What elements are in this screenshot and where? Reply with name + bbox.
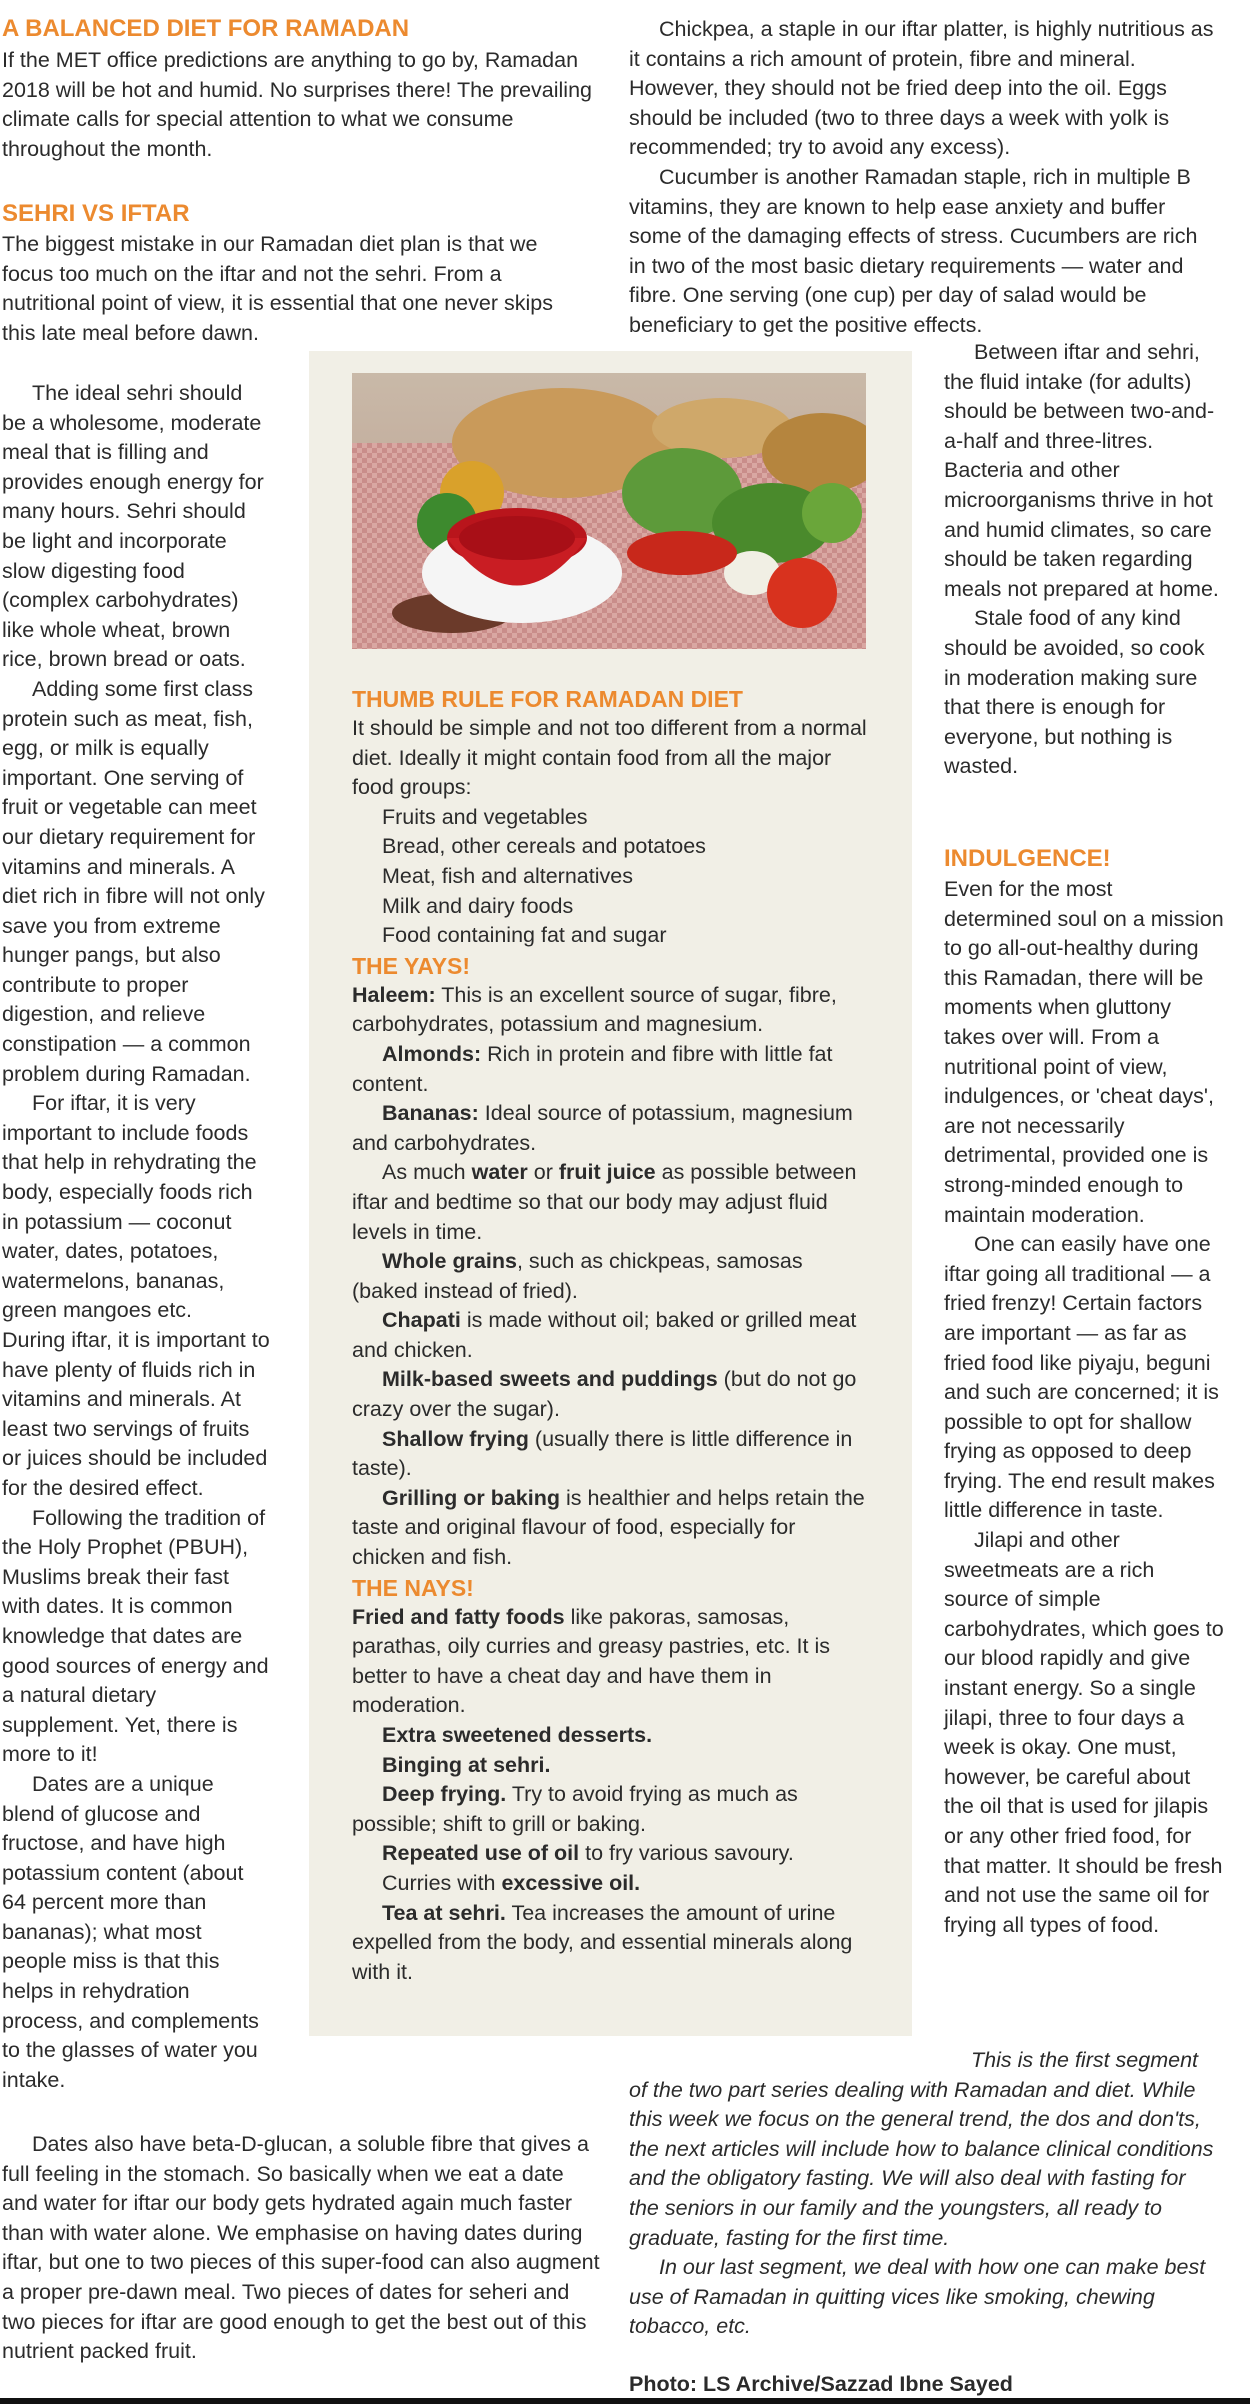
yay-item: Shallow frying (usually there is little difference in taste). [352,1426,853,1481]
yay-item: Almonds: Rich in protein and fibre with little fat content. [352,1041,833,1096]
nay-item: Binging at sehri. [382,1752,551,1777]
thumb-rule-text: It should be simple and not too different from a normal diet. Ideally it might contain food from all the major food groups: [352,716,867,800]
left-column [2,379,272,2095]
yays-heading: THE YAYS! [352,952,471,979]
yay-item: Grilling or baking is healthier and helps retain the taste and original flavour of food, especially for chicken and fish. [352,1485,865,1570]
indulgence-column [944,875,1224,1940]
thumb-rule-heading: THUMB RULE FOR RAMADAN DIET [352,686,743,712]
nay-item: Extra sweetened desserts. [382,1723,653,1747]
paragraph: For iftar, it is very important to include foods that help in rehydrating the body, especially foods rich in potassium — coconut water, dates, potatoes, watermelons, bananas, green mangoes etc. [2,1091,257,1323]
paragraph: The ideal sehri should be a wholesome, moderate meal that is filling and provides enough energy for many hours. Sehri should be light and incorporate slow digesting food (complex carbohydrates) like whole wheat, brown rice, brown bread or oats. [2,381,264,672]
sidebar-content [352,684,872,1987]
section-heading-indulgence: INDULGENCE! [944,845,1111,872]
intro-paragraph: If the MET office predictions are anything to go by, Ramadan 2018 will be hot and humid. No surprises there! The prevailing climate calls for special attention to what we consume throughout the month. [2,48,592,161]
list-item: Milk and dairy foods [382,893,574,918]
paragraph: In our last segment, we deal with how one can make best use of Ramadan in quitting vices like smoking, chewing tobacco, etc. [629,2255,1206,2339]
nays-heading: THE NAYS! [352,1574,474,1601]
page-bottom-rule [0,2398,1250,2404]
paragraph: Cucumber is another Ramadan staple, rich in multiple B vitamins, they are known to help ease anxiety and buffer some of the damaging effects of stress. Cucumbers are rich in two of the most basic dietary requirements — water and fibre. One serving (one cup) per day of salad would be beneficiary to get the positive effects. [629,164,1198,337]
series-note [629,2046,1219,2342]
nay-item: Curries with excessive oil. [382,1870,641,1895]
list-item: Meat, fish and alternatives [382,863,633,888]
nay-item: Tea at sehri. Tea increases the amount of urine expelled from the body, and essential minerals along with it. [352,1900,853,1984]
food-photo [352,373,866,649]
nay-item: Fried and fatty foods like pakoras, samosas, parathas, oily curries and greasy pastries, etc. It is better to have a cheat day and have them in moderation. [352,1604,830,1718]
article-title: A BALANCED DIET FOR RAMADAN [2,15,410,42]
yay-item: Whole grains, such as chickpeas, samosas (baked instead of fried). [352,1249,803,1303]
list-item: Fruits and vegetables [382,804,588,829]
photo-credit: Photo: LS Archive/Sazzad Ibne Sayed [629,2372,1013,2396]
paragraph: Stale food of any kind should be avoided, so cook in moderation making sure that there is enough for everyone, but nothing is wasted. [944,606,1205,779]
yay-item: Chapati is made without oil; baked or grilled meat and chicken. [352,1308,857,1362]
paragraph: Chickpea, a staple in our iftar platter, is highly nutritious as it contains a rich amount of protein, fibre and mineral. However, they should not be fried deep into the oil. Eggs should be included (two to three days a week with yolk is recommended; try to avoid any excess). [629,17,1214,160]
right-column [944,338,1220,782]
nay-item: Deep frying. Try to avoid frying as much as possible; shift to grill or baking. [352,1782,798,1836]
paragraph: Even for the most determined soul on a mission to go all-out-healthy during this Ramadan, there will be moments when gluttony takes over will. From a nutritional point of view, indulgences, or 'cheat days', are not necessarily detrimental, provided one is strong-minded enough to maintain moderation. [944,877,1224,1227]
top-right-column [629,15,1219,341]
paragraph: During iftar, it is important to have plenty of fluids rich in vitamins and minerals. At least two servings of fruits or juices should be included for the desired effect. [2,1328,270,1500]
dates-fibre-paragraph: Dates also have beta-D-glucan, a soluble fibre that gives a full feeling in the stomach. So basically when we eat a date and water for iftar our body gets hydrated again much faster than with water alone. We emphasise on having dates during iftar, but one to two pieces of this super-food can also augment a proper pre-dawn meal. Two pieces of dates for seheri and two pieces for iftar are good enough to get the best out of this nutrient packed fruit. [2,2132,600,2364]
yay-item: Bananas: Ideal source of potassium, magnesium and carbohydrates. [352,1101,853,1155]
yay-item: Milk-based sweets and puddings (but do not go crazy over the sugar). [352,1367,857,1422]
section-heading-sehri-vs-iftar: SEHRI VS IFTAR [2,200,190,227]
paragraph: Dates are a unique blend of glucose and fructose, and have high potassium content (about 64 percent more than bananas); what most people miss is that this helps in rehydration process, and complements to the glasses of water you intake. [2,1771,259,2092]
yay-item: As much water or fruit juice as possible between iftar and bedtime so that our body may adjust fluid levels in time. [352,1160,857,1244]
paragraph: Following the tradition of the Holy Prophet (PBUH), Muslims break their fast with dates. It is common knowledge that dates are good sources of energy and a natural dietary supplement. Yet, there is more to it! [2,1505,269,1767]
paragraph: This is the first segment of the two part series dealing with Ramadan and diet. While this week we focus on the general trend, the dos and don'ts, the next articles will include how to balance clinical conditions and the obligatory fasting. We will also deal with fasting for the seniors in our family and the youngsters, all ready to graduate, fasting for the first time. [629,2048,1214,2250]
yay-item: Haleem: This is an excellent source of sugar, fibre, carbohydrates, potassium and magnesium. [352,982,837,1037]
paragraph: Adding some first class protein such as meat, fish, egg, or milk is equally important. One serving of fruit or vegetable can meet our dietary requirement for vitamins and minerals. A diet rich in fibre will not only save you from extreme hunger pangs, but also contribute to proper digestion, and relieve constipation — a common problem during Ramadan. [2,676,265,1086]
food-platter-image [352,373,866,649]
paragraph: One can easily have one iftar going all traditional — a fried frenzy! Certain factors are important — as far as fried food like piyaju, beguni and such are concerned; it is possible to opt for shallow frying as opposed to deep frying. The end result makes little difference in taste. [944,1232,1219,1523]
list-item: Bread, other cereals and potatoes [382,834,706,859]
list-item: Food containing fat and sugar [382,923,667,948]
sehri-intro-paragraph: The biggest mistake in our Ramadan diet plan is that we focus too much on the iftar and not the sehri. From a nutritional point of view, it is essential that one never skips this late meal before dawn. [2,232,553,345]
nay-item: Repeated use of oil to fry various savoury. [382,1841,794,1866]
paragraph: Between iftar and sehri, the fluid intake (for adults) should be between two-and-a-half and three-litres. Bacteria and other microorganisms thrive in hot and humid climates, so care should be taken regarding meals not prepared at home. [944,340,1219,601]
paragraph: Jilapi and other sweetmeats are a rich source of simple carbohydrates, which goes to our blood rapidly and give instant energy. So a single jilapi, three to four days a week is okay. One must, however, be careful about the oil that is used for jilapis or any other fried food, for that matter. It should be fresh and not use the same oil for frying all types of food. [944,1528,1224,1937]
